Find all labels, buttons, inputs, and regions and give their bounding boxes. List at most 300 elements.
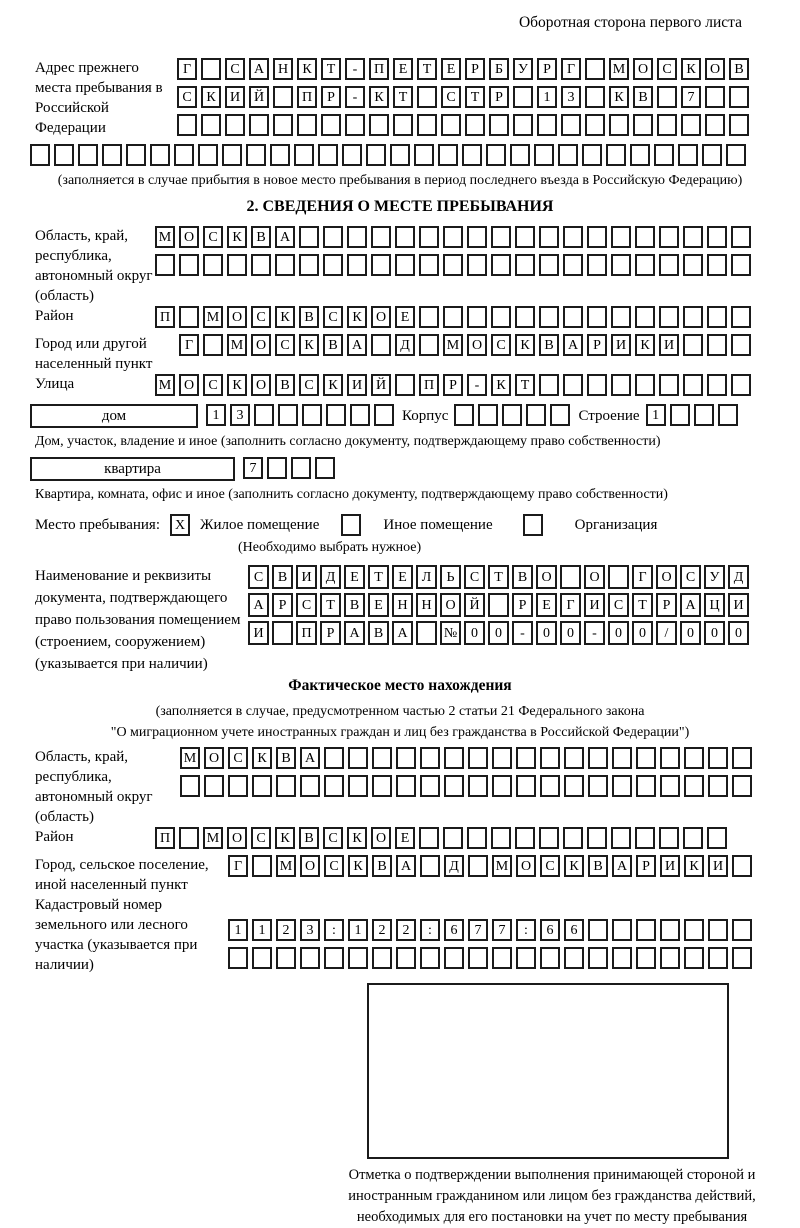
actual-city-label: Город, сельское поселение, иной населенный пункт — [35, 857, 209, 893]
char-cell: 6 — [444, 919, 464, 941]
char-cell — [683, 374, 703, 396]
char-cell — [297, 114, 317, 136]
char-cell: Е — [441, 58, 461, 80]
city-row — [179, 334, 755, 356]
char-cell: - — [467, 374, 487, 396]
actual-city-block — [30, 855, 770, 895]
char-cell — [315, 457, 335, 479]
char-cell — [630, 144, 650, 166]
char-cell — [443, 827, 463, 849]
char-cell — [588, 747, 608, 769]
char-cell — [276, 947, 296, 969]
char-cell: С — [323, 827, 343, 849]
char-cell — [683, 226, 703, 248]
char-cell — [707, 827, 727, 849]
stay-type-row — [30, 514, 770, 536]
char-cell — [539, 254, 559, 276]
char-cell: С — [225, 58, 245, 80]
char-cell: 0 — [632, 621, 653, 645]
char-cell — [635, 827, 655, 849]
char-cell — [587, 254, 607, 276]
cadastre-row-2 — [228, 947, 756, 969]
char-cell — [443, 254, 463, 276]
char-cell — [252, 855, 272, 877]
char-cell: 2 — [372, 919, 392, 941]
char-cell — [585, 58, 605, 80]
char-cell — [414, 144, 434, 166]
char-cell: 2 — [396, 919, 416, 941]
char-cell: К — [609, 86, 629, 108]
char-cell: 7 — [681, 86, 701, 108]
char-cell: К — [201, 86, 221, 108]
char-cell — [324, 747, 344, 769]
char-cell: С — [203, 374, 223, 396]
char-cell: № — [440, 621, 461, 645]
char-cell: : — [516, 919, 536, 941]
char-cell — [468, 747, 488, 769]
char-cell — [636, 747, 656, 769]
actual-city-row — [228, 855, 756, 877]
char-cell — [636, 919, 656, 941]
char-cell: Р — [465, 58, 485, 80]
char-cell — [438, 144, 458, 166]
char-cell: Е — [393, 58, 413, 80]
char-cell — [249, 114, 269, 136]
char-cell — [396, 775, 416, 797]
char-cell: Г — [179, 334, 199, 356]
char-cell: М — [443, 334, 463, 356]
char-cell — [395, 226, 415, 248]
char-cell — [702, 144, 722, 166]
char-cell: С — [251, 306, 271, 328]
char-cell: С — [441, 86, 461, 108]
char-cell — [419, 254, 439, 276]
char-cell — [708, 747, 728, 769]
char-cell — [324, 947, 344, 969]
char-cell — [179, 254, 199, 276]
char-cell — [515, 306, 535, 328]
char-cell — [731, 374, 751, 396]
char-cell — [492, 947, 512, 969]
char-cell: К — [275, 827, 295, 849]
section2-title: 2. СВЕДЕНИЯ О МЕСТЕ ПРЕБЫВАНИЯ — [246, 198, 554, 215]
char-cell — [564, 775, 584, 797]
char-cell — [270, 144, 290, 166]
char-cell — [393, 114, 413, 136]
char-cell — [345, 114, 365, 136]
char-cell: Т — [515, 374, 535, 396]
char-cell — [659, 254, 679, 276]
char-cell: С — [251, 827, 271, 849]
char-cell: К — [252, 747, 272, 769]
char-cell — [705, 114, 725, 136]
char-cell: А — [392, 621, 413, 645]
char-cell: П — [419, 374, 439, 396]
apartment-number-row — [243, 457, 339, 479]
district-block — [30, 306, 770, 334]
char-cell — [515, 226, 535, 248]
char-cell — [275, 254, 295, 276]
house-row — [30, 404, 770, 432]
usage-document-label: Наименование и реквизиты документа, подтверждающего право пользования помещением (строением, сооружением) (указывается при наличии) — [35, 568, 241, 672]
char-cell: О — [251, 374, 271, 396]
char-cell: - — [345, 86, 365, 108]
char-cell: 3 — [230, 404, 250, 426]
char-cell: И — [225, 86, 245, 108]
char-cell: : — [324, 919, 344, 941]
char-cell — [321, 114, 341, 136]
char-cell — [587, 827, 607, 849]
char-cell — [350, 404, 370, 426]
char-cell — [587, 306, 607, 328]
char-cell — [417, 114, 437, 136]
char-cell — [732, 919, 752, 941]
char-cell — [444, 775, 464, 797]
char-cell: С — [464, 565, 485, 589]
char-cell — [326, 404, 346, 426]
char-cell — [417, 86, 437, 108]
char-cell — [560, 565, 581, 589]
char-cell — [694, 404, 714, 426]
cadastre-row-1 — [228, 919, 756, 941]
actual-region-rows — [180, 747, 756, 803]
char-cell — [516, 747, 536, 769]
char-cell — [467, 254, 487, 276]
apartment-note: Квартира, комната, офис и иное (заполнить согласно документу, подтверждающему право собственности) — [35, 487, 668, 502]
actual-location-title: Фактическое место нахождения — [288, 677, 512, 694]
char-cell: И — [728, 593, 749, 617]
char-cell: К — [515, 334, 535, 356]
stay-checkbox-organization — [523, 514, 543, 536]
char-cell: О — [227, 306, 247, 328]
char-cell — [561, 114, 581, 136]
char-cell — [539, 374, 559, 396]
char-cell — [731, 334, 751, 356]
char-cell: А — [249, 58, 269, 80]
char-cell: 1 — [537, 86, 557, 108]
char-cell — [467, 827, 487, 849]
char-cell: С — [680, 565, 701, 589]
char-cell — [491, 254, 511, 276]
char-cell: А — [344, 621, 365, 645]
char-cell — [683, 306, 703, 328]
char-cell: 0 — [680, 621, 701, 645]
char-cell — [488, 593, 509, 617]
char-cell: Т — [321, 58, 341, 80]
char-cell — [563, 306, 583, 328]
char-cell: В — [299, 827, 319, 849]
char-cell: 7 — [243, 457, 263, 479]
stroenie-row — [646, 404, 742, 426]
char-cell — [684, 947, 704, 969]
prev-address-row-4 — [30, 144, 770, 166]
char-cell: Г — [560, 593, 581, 617]
char-cell — [174, 144, 194, 166]
char-cell — [228, 775, 248, 797]
char-cell — [636, 775, 656, 797]
char-cell — [323, 254, 343, 276]
char-cell: 1 — [206, 404, 226, 426]
char-cell — [395, 374, 415, 396]
char-cell: В — [368, 621, 389, 645]
char-cell — [420, 855, 440, 877]
char-cell: М — [227, 334, 247, 356]
char-cell: Р — [512, 593, 533, 617]
char-cell — [588, 775, 608, 797]
char-cell — [374, 404, 394, 426]
char-cell — [203, 334, 223, 356]
char-cell: В — [372, 855, 392, 877]
char-cell: Д — [395, 334, 415, 356]
char-cell — [588, 947, 608, 969]
char-cell — [606, 144, 626, 166]
prev-address-rows — [177, 58, 753, 142]
char-cell: С — [324, 855, 344, 877]
char-cell — [396, 747, 416, 769]
char-cell — [347, 226, 367, 248]
char-cell — [416, 621, 437, 645]
char-cell — [612, 747, 632, 769]
char-cell — [585, 114, 605, 136]
char-cell — [659, 827, 679, 849]
char-cell: В — [275, 374, 295, 396]
char-cell: С — [177, 86, 197, 108]
char-cell: Р — [537, 58, 557, 80]
char-cell: С — [228, 747, 248, 769]
char-cell — [272, 621, 293, 645]
char-cell — [252, 775, 272, 797]
char-cell: 7 — [468, 919, 488, 941]
char-cell — [731, 254, 751, 276]
char-cell: М — [276, 855, 296, 877]
char-cell — [348, 775, 368, 797]
char-cell: Н — [416, 593, 437, 617]
char-cell — [515, 254, 535, 276]
char-cell: 0 — [464, 621, 485, 645]
char-cell: Т — [320, 593, 341, 617]
char-cell: - — [512, 621, 533, 645]
korpus-label: Корпус — [402, 408, 449, 424]
char-cell: Н — [273, 58, 293, 80]
char-cell — [731, 306, 751, 328]
char-cell: В — [729, 58, 749, 80]
char-cell — [294, 144, 314, 166]
char-cell: К — [299, 334, 319, 356]
char-cell: П — [296, 621, 317, 645]
char-cell — [611, 827, 631, 849]
actual-district-row — [155, 827, 731, 849]
char-cell: Д — [444, 855, 464, 877]
char-cell: П — [369, 58, 389, 80]
char-cell — [228, 947, 248, 969]
char-cell — [611, 306, 631, 328]
char-cell — [201, 58, 221, 80]
region-row-2 — [155, 254, 755, 276]
usage-document-row-2 — [248, 593, 752, 617]
actual-location-note-1: (заполняется в случае, предусмотренном частью 2 статьи 21 Федерального закона — [155, 704, 645, 719]
char-cell: И — [660, 855, 680, 877]
char-cell: А — [396, 855, 416, 877]
char-cell — [291, 457, 311, 479]
char-cell — [468, 947, 488, 969]
char-cell: Р — [272, 593, 293, 617]
char-cell — [342, 144, 362, 166]
char-cell: О — [204, 747, 224, 769]
char-cell: В — [323, 334, 343, 356]
char-cell: Р — [321, 86, 341, 108]
char-cell: У — [513, 58, 533, 80]
char-cell: К — [227, 374, 247, 396]
char-cell: Й — [371, 374, 391, 396]
char-cell: М — [155, 374, 175, 396]
char-cell — [443, 306, 463, 328]
char-cell — [516, 775, 536, 797]
char-cell: А — [248, 593, 269, 617]
char-cell — [372, 947, 392, 969]
char-cell: / — [656, 621, 677, 645]
char-cell — [510, 144, 530, 166]
char-cell — [636, 947, 656, 969]
char-cell — [478, 404, 498, 426]
char-cell: Е — [344, 565, 365, 589]
stay-type-label: Место пребывания: — [35, 516, 160, 533]
char-cell — [369, 114, 389, 136]
char-cell: Й — [464, 593, 485, 617]
char-cell — [465, 114, 485, 136]
region-block — [30, 226, 770, 306]
char-cell — [707, 306, 727, 328]
char-cell: Т — [417, 58, 437, 80]
char-cell — [611, 226, 631, 248]
char-cell — [657, 114, 677, 136]
char-cell — [537, 114, 557, 136]
char-cell — [267, 457, 287, 479]
char-cell: Б — [489, 58, 509, 80]
char-cell: А — [612, 855, 632, 877]
char-cell: М — [155, 226, 175, 248]
char-cell: Т — [488, 565, 509, 589]
char-cell — [539, 226, 559, 248]
char-cell — [198, 144, 218, 166]
char-cell — [318, 144, 338, 166]
char-cell: И — [611, 334, 631, 356]
char-cell: К — [491, 374, 511, 396]
char-cell — [684, 775, 704, 797]
char-cell: Г — [632, 565, 653, 589]
usage-document-row-1 — [248, 565, 752, 589]
char-cell: М — [203, 827, 223, 849]
char-cell — [486, 144, 506, 166]
char-cell: 1 — [348, 919, 368, 941]
char-cell: Ц — [704, 593, 725, 617]
char-cell: О — [371, 306, 391, 328]
char-cell — [222, 144, 242, 166]
char-cell: О — [179, 226, 199, 248]
char-cell — [516, 947, 536, 969]
char-cell — [502, 404, 522, 426]
char-cell — [323, 226, 343, 248]
char-cell — [492, 747, 512, 769]
char-cell — [513, 114, 533, 136]
char-cell: С — [540, 855, 560, 877]
char-cell — [395, 254, 415, 276]
usage-document-block — [30, 565, 770, 675]
char-cell: Р — [489, 86, 509, 108]
house-type-box: дом — [30, 404, 198, 428]
char-cell — [155, 254, 175, 276]
char-cell — [467, 226, 487, 248]
actual-region-block — [30, 747, 770, 827]
char-cell — [718, 404, 738, 426]
char-cell — [585, 86, 605, 108]
char-cell — [707, 254, 727, 276]
char-cell — [681, 114, 701, 136]
stay-option-other-label: Иное помещение — [383, 516, 493, 533]
stay-checkbox-residential: X — [170, 514, 190, 536]
char-cell — [609, 114, 629, 136]
char-cell — [276, 775, 296, 797]
korpus-row — [454, 404, 574, 426]
char-cell: С — [657, 58, 677, 80]
char-cell: С — [296, 593, 317, 617]
char-cell — [611, 374, 631, 396]
char-cell: В — [512, 565, 533, 589]
char-cell: К — [681, 58, 701, 80]
char-cell — [300, 947, 320, 969]
char-cell: С — [203, 226, 223, 248]
char-cell — [563, 374, 583, 396]
char-cell: К — [275, 306, 295, 328]
cadastre-rows — [228, 919, 756, 975]
char-cell — [732, 747, 752, 769]
apartment-type-box: квартира — [30, 457, 235, 481]
char-cell: Д — [320, 565, 341, 589]
char-cell — [462, 144, 482, 166]
char-cell — [582, 144, 602, 166]
char-cell — [684, 919, 704, 941]
char-cell: Й — [249, 86, 269, 108]
char-cell — [550, 404, 570, 426]
char-cell — [420, 947, 440, 969]
char-cell: К — [297, 58, 317, 80]
char-cell: С — [608, 593, 629, 617]
char-cell: К — [348, 855, 368, 877]
char-cell: О — [656, 565, 677, 589]
char-cell — [683, 254, 703, 276]
char-cell — [731, 226, 751, 248]
city-label: Город или другой населенный пункт — [35, 336, 153, 372]
char-cell: К — [347, 827, 367, 849]
char-cell: В — [344, 593, 365, 617]
prev-address-row-2 — [177, 86, 753, 108]
prev-address-note: (заполняется в случае прибытия в новое место пребывания в период последнего въезда в Российскую Федерацию) — [57, 173, 743, 188]
char-cell: Н — [392, 593, 413, 617]
usage-document-rows — [248, 565, 752, 649]
char-cell — [540, 775, 560, 797]
district-label: Район — [35, 308, 74, 324]
char-cell: В — [251, 226, 271, 248]
char-cell — [729, 114, 749, 136]
char-cell: Р — [443, 374, 463, 396]
char-cell: Г — [177, 58, 197, 80]
char-cell: А — [680, 593, 701, 617]
char-cell: Р — [656, 593, 677, 617]
stay-checkbox-other — [341, 514, 361, 536]
confirmation-mark-box — [367, 983, 729, 1159]
confirmation-caption: Отметка о подтверждении выполнения принимающей стороной и иностранным гражданином или лицом без гражданства действий, необходимых для его постановки на учет по месту пребывания — [348, 1167, 756, 1225]
char-cell — [608, 565, 629, 589]
char-cell — [558, 144, 578, 166]
